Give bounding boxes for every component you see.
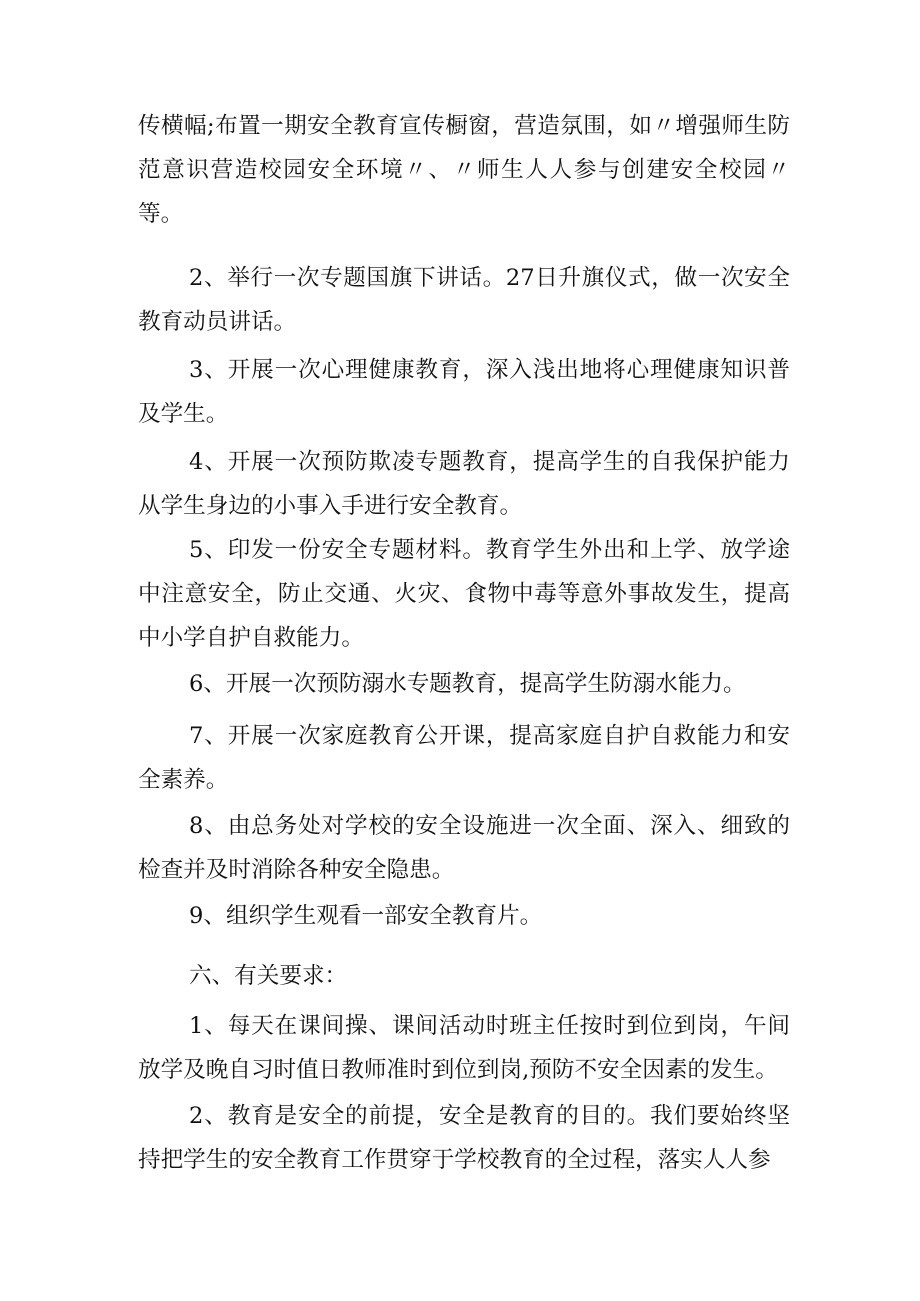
paragraph-req-2-education: 2、教育是安全的前提，安全是教育的目的。我们要始终坚持把学生的安全教育工作贯穿于学校教育的全过程，落实人人参 [138, 1103, 790, 1173]
paragraph-item-6-drowning: 6、开展一次预防溺水专题教育，提高学生防溺水能力。 [189, 671, 746, 697]
paragraph-item-5-safety-material: 5、印发一份安全专题材料。教育学生外出和上学、放学途中注意安全，防止交通、火灾、食物中毒等意外事故发生，提高中小学自护自救能力。 [138, 537, 790, 651]
paragraph-item-2-flag-speech: 2、举行一次专题国旗下讲话。27日升旗仪式，做一次安全教育动员讲话。 [138, 265, 790, 335]
paragraph-req-1-duty: 1、每天在课间操、课间活动时班主任按时到位到岗，午间放学及晚自习时值日教师准时到位到岗,预防不安全因素的发生。 [138, 1013, 790, 1083]
paragraph-item-3-mental-health: 3、开展一次心理健康教育，深入浅出地将心理健康知识普及学生。 [138, 357, 790, 427]
paragraph-item-8-facilities: 8、由总务处对学校的安全设施进一次全面、深入、细致的检查并及时消除各种安全隐患。 [138, 813, 790, 883]
paragraph-item-9-video: 9、组织学生观看一部安全教育片。 [189, 903, 543, 929]
paragraph-item-4-anti-bullying: 4、开展一次预防欺凌专题教育，提高学生的自我保护能力从学生身边的小事入手进行安全教育。 [138, 449, 790, 519]
section-heading-requirements: 六、有关要求： [189, 963, 348, 989]
paragraph-item-7-family-class: 7、开展一次家庭教育公开课，提高家庭自护自救能力和安全素养。 [138, 723, 790, 793]
paragraph-banner-continuation: 传横幅;布置一期安全教育宣传橱窗，营造氛围，如〃增强师生防范意识营造校园安全环境〃、〃师生人人参与创建安全校园〃等。 [138, 113, 790, 227]
